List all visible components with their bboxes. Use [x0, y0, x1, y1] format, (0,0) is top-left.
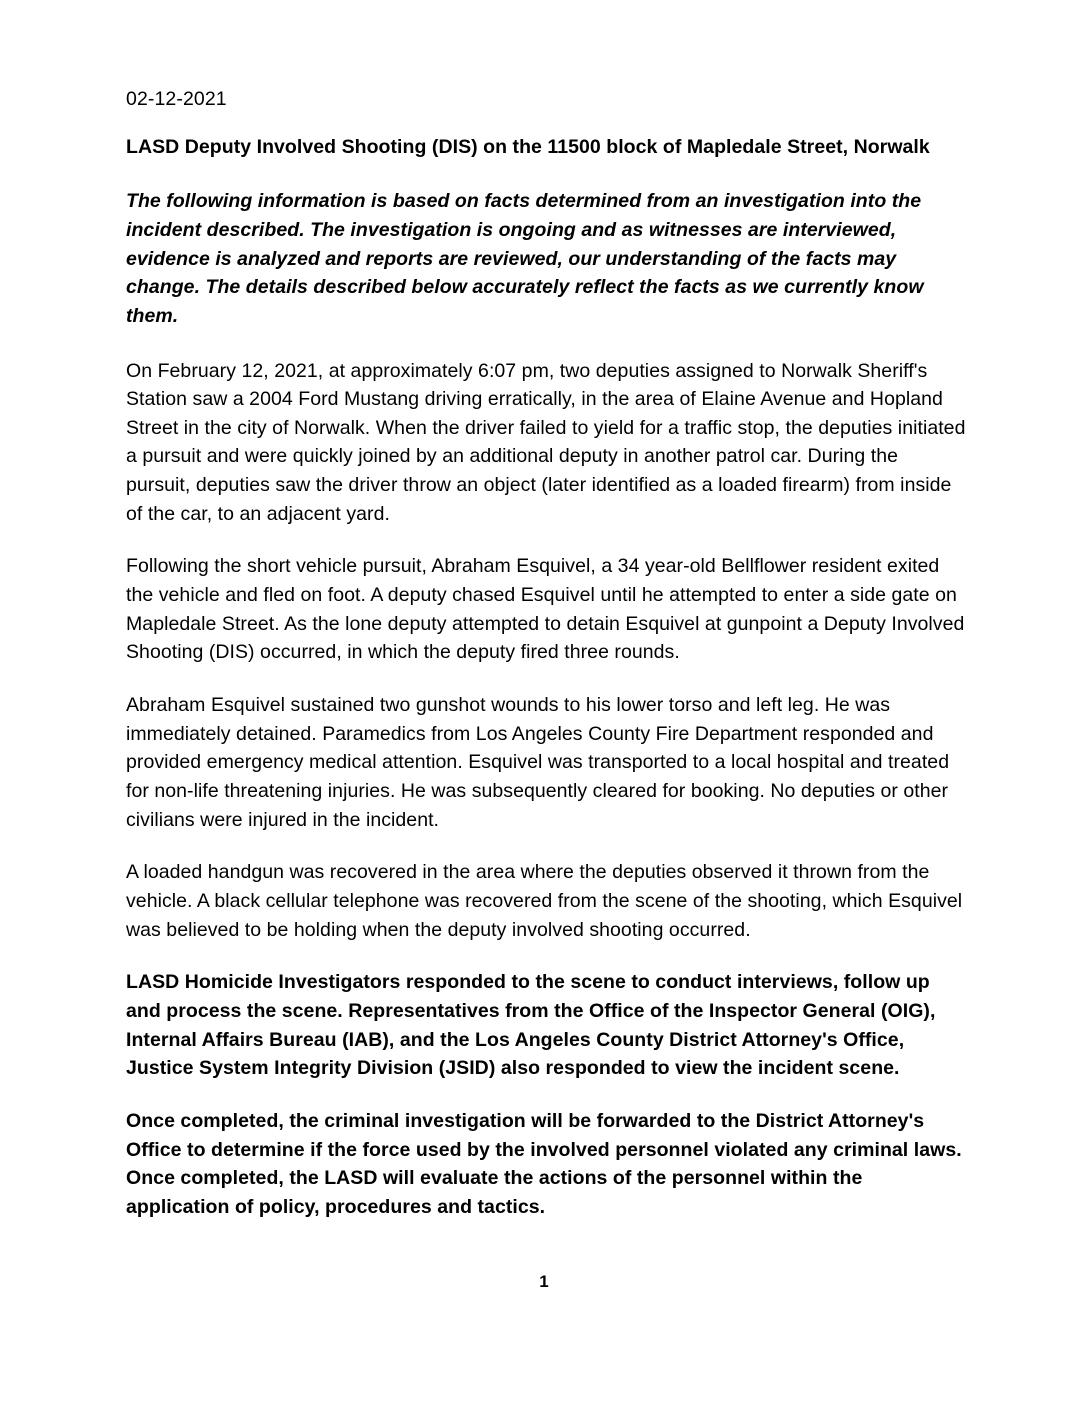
page-number: 1 [539, 1272, 549, 1291]
paragraph-next-steps: Once completed, the criminal investigation will be forwarded to the District Attorney's Office to determine if the force used by the involved personnel violated any criminal laws. Once completed, the LASD will evaluate the actions of the personnel within the application of policy, procedures and tactics. [126, 1109, 962, 1218]
disclaimer-text: The following information is based on facts determined from an investigation into the incident described. The investigation is ongoing and as witnesses are interviewed, evidence is analyzed and reports are reviewed, our understanding of the facts may change. The details described below accurately reflect the facts as we currently know them. [126, 190, 924, 327]
paragraph-pursuit-details: Following the short vehicle pursuit, Abraham Esquivel, a 34 year-old Bellflower resident exited the vehicle and fled on foot. A deputy chased Esquivel until he attempted to enter a side gate on Mapledale Street. As the lone deputy attempted to detain Esquivel at gunpoint a Deputy Involved Shooting (DIS) occurred, in which the deputy fired three rounds. [126, 555, 965, 664]
document-date: 02-12-2021 [126, 88, 227, 110]
document-body [126, 86, 966, 1246]
page-title: LASD Deputy Involved Shooting (DIS) on the 11500 block of Mapledale Street, Norwalk [126, 136, 930, 159]
paragraph-injuries: Abraham Esquivel sustained two gunshot wounds to his lower torso and left leg. He was immediately detained. Paramedics from Los Angeles County Fire Department responded and provided emergency medical attention. Esquivel was transported to a local hospital and treated for non-life threatening injuries. He was subsequently cleared for booking. No deputies or other civilians were injured in the incident. [126, 694, 950, 831]
paragraph-incident-overview: On February 12, 2021, at approximately 6:07 pm, two deputies assigned to Norwalk Sheriff's Station saw a 2004 Ford Mustang driving erratically, in the area of Elaine Avenue and Hopland Street in the city of Norwalk. When the driver failed to yield for a traffic stop, the deputies initiated a pursuit and were quickly joined by an additional deputy in another patrol car. During the pursuit, deputies saw the driver throw an object (later identified as a loaded firearm) from inside of the car, to an adjacent yard. [126, 359, 966, 525]
paragraph-investigators: LASD Homicide Investigators responded to the scene to conduct interviews, follow up and process the scene. Representatives from the Office of the Inspector General (OIG), Internal Affairs Bureau (IAB), and the Los Angeles County District Attorney's Office, Justice System Integrity Division (JSID) also responded to view the incident scene. [126, 971, 936, 1080]
paragraph-evidence: A loaded handgun was recovered in the area where the deputies observed it thrown from the vehicle. A black cellular telephone was recovered from the scene of the shooting, which Esquivel was believed to be holding when the deputy involved shooting occurred. [126, 861, 963, 941]
